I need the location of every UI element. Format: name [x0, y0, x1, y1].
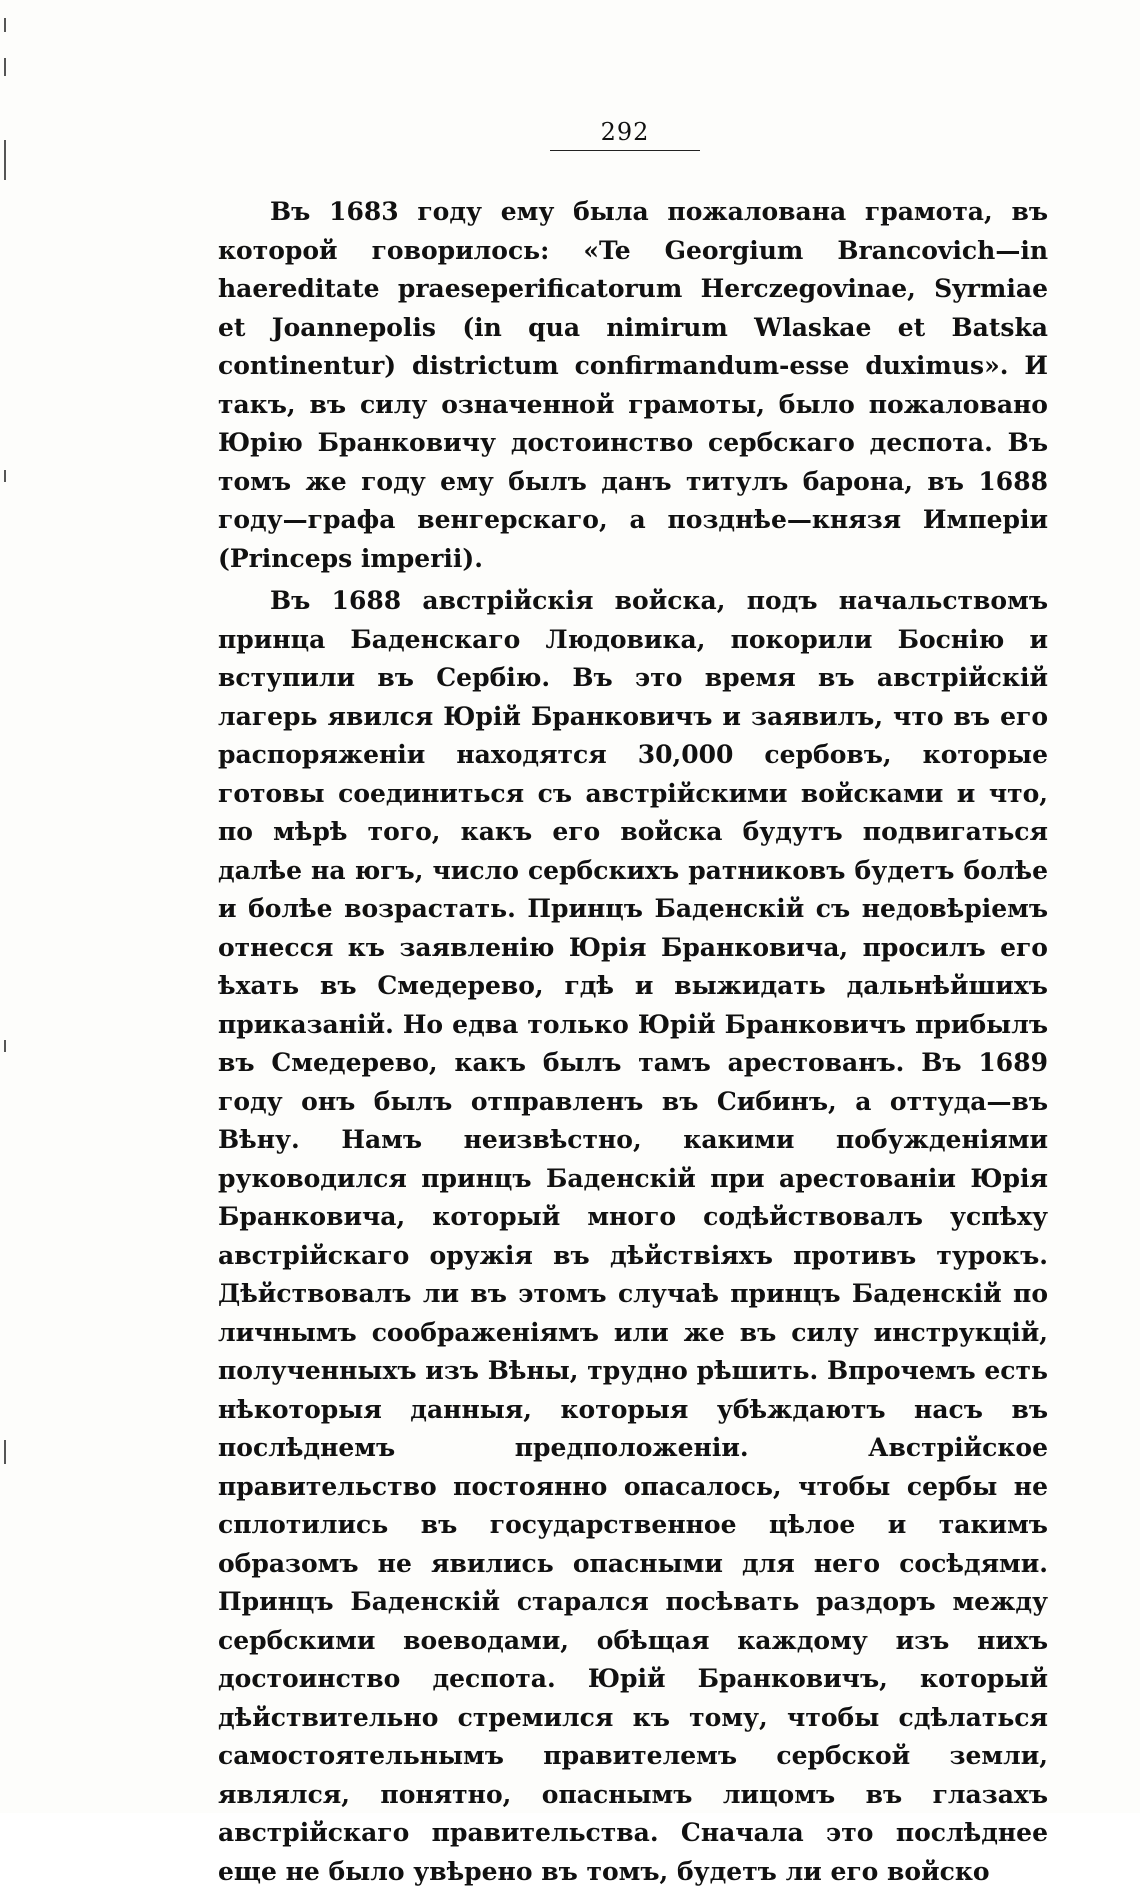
paragraph-1: Въ 1683 году ему была пожалована грамота, въ которой говорилось: «Te Georgium Brancovich—in haereditate praeseperificatorum Herczegovinae, Syrmiae et Joannepolis (in qua nimirum Wlaskae et Batska continentur) districtum confirmandum-esse duximus». И такъ, въ силу означенной грамоты, было пожаловано Юрію Бранковичу достоинство сербскаго деспота. Въ томъ же году ему былъ данъ титулъ барона, въ 1688 году—графа венгерскаго, а позднѣе—князя Имперіи (Princeps imperii). [218, 197, 1048, 573]
scan-mark [4, 470, 6, 482]
scan-mark [4, 1040, 6, 1052]
scan-mark [4, 140, 6, 180]
paragraph-2: Въ 1688 австрійскія войска, подъ начальствомъ принца Баденскаго Людовика, покорили Боснію и вступили въ Сербію. Въ это время въ австрійскій лагерь явился Юрій Бранковичъ и заявилъ, что въ его распоряженіи находятся 30,000 сербовъ, которые готовы соединиться съ австрійскими войсками и что, по мѣрѣ того, какъ его войска будутъ подвигаться далѣе на югъ, число сербскихъ ратниковъ будетъ болѣе и болѣе возрастать. Принцъ Баденскій съ недовѣріемъ отнесся къ заявленію Юрія Бранковича, просилъ его ѣхать въ Смедерево, гдѣ и выжидать дальнѣйшихъ приказаній. Но едва только Юрій Бранковичъ прибылъ въ Смедерево, какъ былъ тамъ арестованъ. Въ 1689 году онъ былъ отправленъ въ Сибинъ, а оттуда—въ Вѣну. Намъ неизвѣстно, какими побужденіями руководился принцъ Баденскій при арестованіи Юрія Бранковича, который много содѣйствовалъ успѣху австрійскаго оружія въ дѣйствіяхъ противъ турокъ. Дѣйствовалъ ли въ этомъ случаѣ принцъ Баденскій по личнымъ соображеніямъ или же въ силу инструкцій, полученныхъ изъ Вѣны, трудно рѣшить. Впрочемъ есть нѣкоторыя данныя, которыя убѣждаютъ насъ въ послѣднемъ предположеніи. Австрійское правительство постоянно опасалось, чтобы сербы не сплотились въ государственное цѣлое и такимъ образомъ не явились опасными для него сосѣдями. Принцъ Баденскій старался посѣвать раздоръ между сербскими воеводами, обѣщая каждому изъ нихъ достоинство деспота. Юрій Бранковичъ, который дѣйствительно стремился къ тому, чтобы сдѣлаться самостоятельнымъ правителемъ сербской земли, являлся, понятно, опаснымъ лицомъ въ глазахъ австрійскаго правительства. Сначала это послѣднее еще не было увѣрено въ томъ, будетъ ли его войско [218, 586, 1048, 1886]
page-number: 292 [550, 118, 700, 151]
body-text [218, 193, 1048, 1891]
scan-mark [4, 18, 6, 32]
scan-mark [4, 1440, 6, 1464]
scan-edge-marks [0, 0, 14, 1813]
scan-mark [4, 58, 6, 76]
